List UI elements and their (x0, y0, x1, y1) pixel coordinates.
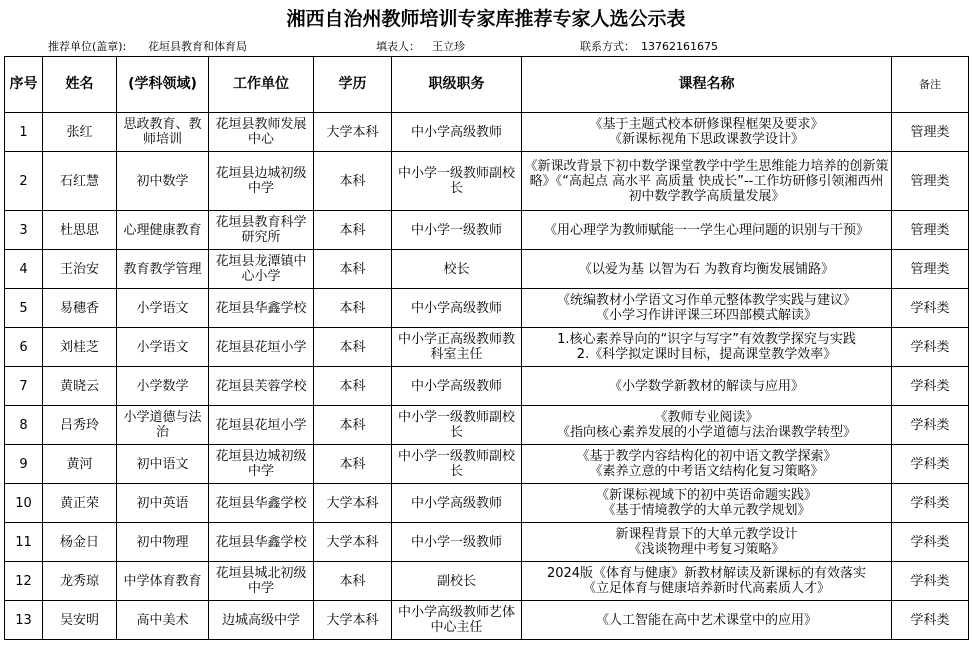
cell-title: 中小学高级教师 (392, 367, 522, 406)
cell-edu: 本科 (314, 289, 392, 328)
cell-name: 黄晓云 (43, 367, 117, 406)
table-row (5, 250, 969, 289)
cell-no: 4 (5, 250, 43, 289)
filler-label: 填表人： (376, 40, 420, 53)
cell-field: 心理健康教育 (117, 211, 209, 250)
table-row (5, 328, 969, 367)
cell-edu: 大学本科 (314, 113, 392, 152)
cell-edu: 本科 (314, 152, 392, 211)
course-line: 《指向核心素养发展的小学道德与法治课教学转型》 (556, 425, 856, 440)
cell-note: 学科类 (892, 484, 969, 523)
cell-note: 学科类 (892, 367, 969, 406)
cell-unit: 花垣县边城初级中学 (209, 152, 314, 211)
cell-no: 3 (5, 211, 43, 250)
table-row (5, 406, 969, 445)
header-note: 备注 (892, 57, 969, 113)
header-title: 职级职务 (392, 57, 522, 113)
cell-unit: 边城高级中学 (209, 601, 314, 640)
experts-table (4, 56, 969, 640)
cell-unit: 花垣县华鑫学校 (209, 484, 314, 523)
cell-no: 6 (5, 328, 43, 367)
cell-field: 思政教育、教师培训 (117, 113, 209, 152)
cell-edu: 本科 (314, 328, 392, 367)
table-row (5, 367, 969, 406)
cell-name: 易穗香 (43, 289, 117, 328)
cell-title: 中小学高级教师艺体中心主任 (392, 601, 522, 640)
table-row (5, 601, 969, 640)
cell-note: 学科类 (892, 445, 969, 484)
cell-title: 中小学一级教师副校长 (392, 445, 522, 484)
cell-note: 管理类 (892, 211, 969, 250)
cell-field: 初中语文 (117, 445, 209, 484)
cell-note: 学科类 (892, 328, 969, 367)
cell-note: 学科类 (892, 523, 969, 562)
course-line: 《新课改背景下初中数学课堂教学中学生思维能力培养的创新策略》《“高起点 高水平 高质量 快成长”--工作坊研修引领湘西州初中数学教学高质量发展》 (524, 158, 889, 204)
course-line: 《立足体育与健康培养新时代高素质人才》 (582, 581, 830, 596)
course-line: 《用心理学为教师赋能一一学生心理问题的识别与干预》 (543, 222, 869, 238)
cell-name: 黄正荣 (43, 484, 117, 523)
cell-title: 副校长 (392, 562, 522, 601)
table-row (5, 113, 969, 152)
cell-title: 中小学正高级教师教科室主任 (392, 328, 522, 367)
contact-value: 13762161675 (641, 40, 718, 53)
table-row (5, 445, 969, 484)
cell-no: 10 (5, 484, 43, 523)
cell-field: 中学体育教育 (117, 562, 209, 601)
cell-edu: 本科 (314, 250, 392, 289)
cell-no: 11 (5, 523, 43, 562)
cell-title: 中小学一级教师 (392, 211, 522, 250)
form-meta (0, 38, 972, 56)
cell-edu: 本科 (314, 562, 392, 601)
cell-title: 中小学高级教师 (392, 289, 522, 328)
cell-edu: 本科 (314, 445, 392, 484)
cell-edu: 大学本科 (314, 601, 392, 640)
cell-unit: 花垣县教师发展中心 (209, 113, 314, 152)
cell-edu: 本科 (314, 367, 392, 406)
cell-note: 管理类 (892, 113, 969, 152)
cell-name: 王治安 (43, 250, 117, 289)
header-no: 序号 (5, 57, 43, 113)
cell-course (522, 601, 892, 640)
header-name: 姓名 (43, 57, 117, 113)
cell-edu: 大学本科 (314, 484, 392, 523)
cell-course (522, 367, 892, 406)
cell-no: 7 (5, 367, 43, 406)
table-row (5, 211, 969, 250)
cell-no: 8 (5, 406, 43, 445)
cell-course (522, 152, 892, 211)
course-line: 新课程背景下的大单元教学设计 (615, 527, 798, 542)
cell-name: 吕秀玲 (43, 406, 117, 445)
cell-course (522, 445, 892, 484)
cell-course (522, 562, 892, 601)
cell-edu: 本科 (314, 211, 392, 250)
cell-unit: 花垣县花垣小学 (209, 328, 314, 367)
course-line: 《基于主题式校本研修课程框架及要求》 (589, 117, 824, 132)
cell-unit: 花垣县华鑫学校 (209, 289, 314, 328)
cell-course (522, 523, 892, 562)
course-line: 2.《科学拟定课时目标，提高课堂教学效率》 (576, 347, 837, 362)
header-unit: 工作单位 (209, 57, 314, 113)
cell-title: 中小学一级教师副校长 (392, 406, 522, 445)
cell-note: 管理类 (892, 250, 969, 289)
course-line: 《以爱为基 以智为石 为教育均衡发展铺路》 (578, 261, 835, 277)
cell-course (522, 484, 892, 523)
cell-name: 黄河 (43, 445, 117, 484)
course-line: 《新课标视域下的初中英语命题实践》 (595, 488, 817, 503)
cell-course (522, 113, 892, 152)
cell-title: 校长 (392, 250, 522, 289)
course-line: 《人工智能在高中艺术课堂中的应用》 (595, 612, 817, 628)
cell-no: 9 (5, 445, 43, 484)
cell-field: 初中数学 (117, 152, 209, 211)
course-line: 《浅谈物理中考复习策略》 (628, 542, 785, 557)
cell-field: 初中物理 (117, 523, 209, 562)
cell-unit: 花垣县花垣小学 (209, 406, 314, 445)
table-body (5, 113, 969, 640)
course-line: 《基于情境教学的大单元教学规划》 (602, 503, 811, 518)
cell-field: 小学数学 (117, 367, 209, 406)
cell-note: 学科类 (892, 562, 969, 601)
cell-no: 5 (5, 289, 43, 328)
course-line: 《基于教学内容结构化的初中语文教学探索》 (576, 449, 837, 464)
course-line: 《教师专业阅读》 (654, 410, 759, 425)
unit-label: 推荐单位(盖章): (48, 40, 127, 53)
course-line: 《小学数学新教材的解读与应用》 (608, 378, 804, 394)
cell-edu: 本科 (314, 406, 392, 445)
course-line: 《统编教材小学语文习作单元整体教学实践与建议》 (556, 293, 856, 308)
cell-no: 2 (5, 152, 43, 211)
course-line: 《素养立意的中考语文结构化复习策略》 (589, 464, 824, 479)
cell-name: 杜思思 (43, 211, 117, 250)
header-course: 课程名称 (522, 57, 892, 113)
page-title: 湘西自治州教师培训专家库推荐专家人选公示表 (286, 8, 686, 30)
cell-name: 吴安明 (43, 601, 117, 640)
cell-unit: 花垣县教育科学研究所 (209, 211, 314, 250)
cell-title: 中小学一级教师 (392, 523, 522, 562)
cell-edu: 大学本科 (314, 523, 392, 562)
table-row (5, 523, 969, 562)
table-row (5, 484, 969, 523)
header-row (5, 57, 969, 113)
cell-note: 管理类 (892, 152, 969, 211)
cell-field: 初中英语 (117, 484, 209, 523)
course-line: 《小学习作讲评课三环四部模式解读》 (595, 308, 817, 323)
cell-unit: 花垣县华鑫学校 (209, 523, 314, 562)
cell-note: 学科类 (892, 406, 969, 445)
unit-value: 花垣县教育和体育局 (148, 40, 247, 53)
course-line: 2024版《体育与健康》新教材解读及新课标的有效落实 (546, 566, 867, 581)
cell-field: 小学语文 (117, 289, 209, 328)
cell-field: 教育教学管理 (117, 250, 209, 289)
table-row (5, 562, 969, 601)
cell-unit: 花垣县龙潭镇中心小学 (209, 250, 314, 289)
cell-note: 学科类 (892, 289, 969, 328)
course-line: 《新课标视角下思政课教学设计》 (608, 132, 804, 147)
cell-unit: 花垣县城北初级中学 (209, 562, 314, 601)
filler-value: 王立珍 (432, 40, 465, 53)
cell-course (522, 406, 892, 445)
header-edu: 学历 (314, 57, 392, 113)
cell-name: 张红 (43, 113, 117, 152)
table-row (5, 152, 969, 211)
cell-title: 中小学一级教师副校长 (392, 152, 522, 211)
cell-course (522, 289, 892, 328)
cell-field: 小学语文 (117, 328, 209, 367)
cell-name: 杨金日 (43, 523, 117, 562)
cell-no: 12 (5, 562, 43, 601)
course-line: 1.核心素养导向的“识字与写字”有效教学探究与实践 (557, 332, 856, 347)
cell-course (522, 328, 892, 367)
cell-name: 刘桂芝 (43, 328, 117, 367)
cell-title: 中小学高级教师 (392, 113, 522, 152)
cell-course (522, 211, 892, 250)
table-row (5, 289, 969, 328)
cell-no: 13 (5, 601, 43, 640)
cell-title: 中小学高级教师 (392, 484, 522, 523)
cell-name: 石红慧 (43, 152, 117, 211)
cell-unit: 花垣县芙蓉学校 (209, 367, 314, 406)
header-field: (学科领域) (117, 57, 209, 113)
cell-unit: 花垣县边城初级中学 (209, 445, 314, 484)
cell-note: 学科类 (892, 601, 969, 640)
cell-field: 小学道德与法治 (117, 406, 209, 445)
cell-name: 龙秀琼 (43, 562, 117, 601)
cell-course (522, 250, 892, 289)
cell-field: 高中美术 (117, 601, 209, 640)
cell-no: 1 (5, 113, 43, 152)
contact-label: 联系方式： (580, 40, 635, 53)
